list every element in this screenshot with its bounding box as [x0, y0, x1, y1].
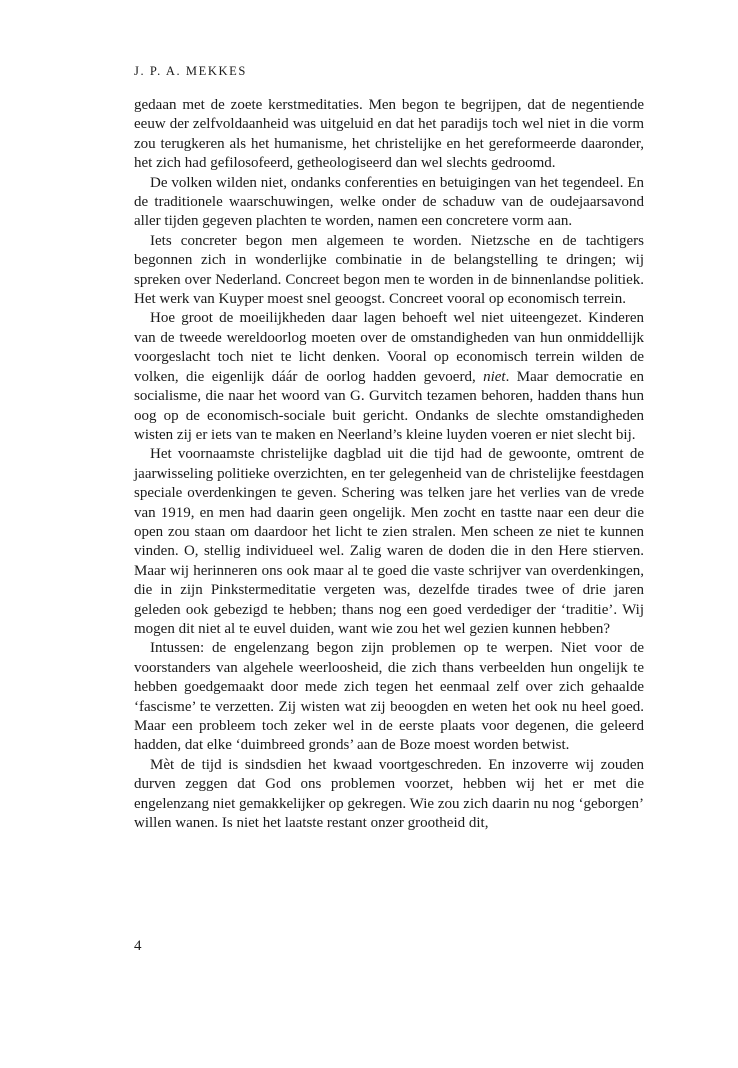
body-text — [134, 96, 644, 833]
emphasis-niet: niet — [483, 368, 506, 385]
paragraph-4-text-a: Hoe groot de moeilijkheden daar lagen behoeft wel niet uiteengezet. Kinderen van de tweede wereldoorlog moeten over de omstandigheden van hun onmiddellijk voorgeslacht toch niet te licht denken. Vooral op economisch terrein wilden de volken, die eigenlijk dáár de oorlog hadden gevoerd, — [134, 310, 644, 385]
paragraph-3: Iets concreter begon men algemeen te worden. Nietzsche en de tachtigers begonnen zich in wonderlijke combinatie in de belangstelling te dringen; wij spreken over Nederland. Concreet begon men te worden in de binnenlandse politiek. Het werk van Kuyper moest snel geoogst. Concreet vooral op economisch terrein. — [134, 232, 644, 308]
paragraph-1: gedaan met de zoete kerstmeditaties. Men begon te begrijpen, dat de negentiende eeuw der zelfvoldaanheid was uitgeluid en dat het paradijs toch wel niet in die vorm zou terugkeren als het humanisme, het christelijke en het gereformeerde daaronder, het zich had gefilosofeerd, getheologiseerd dan wel slechts gedroomd. — [134, 97, 644, 172]
paragraph-7: Mèt de tijd is sindsdien het kwaad voortgeschreden. En inzoverre wij zouden durven zeggen dat God ons problemen voorzet, hebben wij het er met die engelenzang niet gemakkelijker op gekregen. Wie zou zich daarin nu nog ‘geborgen’ willen wanen. Is niet het laatste restant onzer grootheid dit, — [134, 756, 644, 832]
paragraph-2: De volken wilden niet, ondanks conferenties en betuigingen van het tegendeel. En de traditionele waarschuwingen, welke onder de schaduw van de oudejaarsavond aller tijden gegeven plachten te worden, namen een concretere vorm aan. — [134, 174, 644, 230]
page-number: 4 — [134, 938, 142, 954]
paragraph-4 — [134, 309, 644, 445]
paragraph-5: Het voornaamste christelijke dagblad uit die tijd had de gewoonte, omtrent de jaarwisseling politieke overzichten, en ter gelegenheid van de christelijke feestdagen speciale overdenkingen te geven. Schering was telken jare het verlies van de vrede van 1919, en men had daarin geen ongelijk. Men zocht en tastte naar een deur die open zou staan om daardoor het licht te zien stralen. Men scheen ze niet te kunnen vinden. O, stellig individueel wel. Zalig waren de doden die in den Here stierven. Maar wij herinneren ons ook maar al te goed die vaste schrijver van overdenkingen, die in zijn Pinkstermeditatie vergeten was, dezelfde tirades twee of drie jaren geleden ook gebezigd te hebben; thans nog een goed verdediger der ‘traditie’. Wij mogen dit niet al te euvel duiden, want wie zou het wel gezien kunnen hebben? — [134, 446, 644, 637]
paragraph-6: Intussen: de engelenzang begon zijn problemen op te werpen. Niet voor de voorstanders van algehele weerloosheid, die zich thans verbeelden hun ongelijk te hebben goedgemaakt door mede zich tegen het eenmaal zelf over zich gehaalde ‘fascisme’ te verzetten. Zij wisten wat zij beoogden en weten het ook nu heel goed. Maar een probleem toch zeker wel in de eerste plaats voor degenen, die geleerd hadden, dat elke ‘duimbreed gronds’ aan de Boze moest worden betwist. — [134, 640, 644, 754]
paragraph-4-text-b: . Maar democratie en socialisme, die naar het woord van G. Gurvitch tezamen behoren, hadden thans hun oog op de economisch-sociale buit gericht. Ondanks de slechte omstandigheden wisten zij er iets van te maken en Neerland’s kleine luyden voeren er niet slecht bij. — [134, 368, 644, 443]
running-head: J. P. A. MEKKES — [134, 64, 247, 78]
